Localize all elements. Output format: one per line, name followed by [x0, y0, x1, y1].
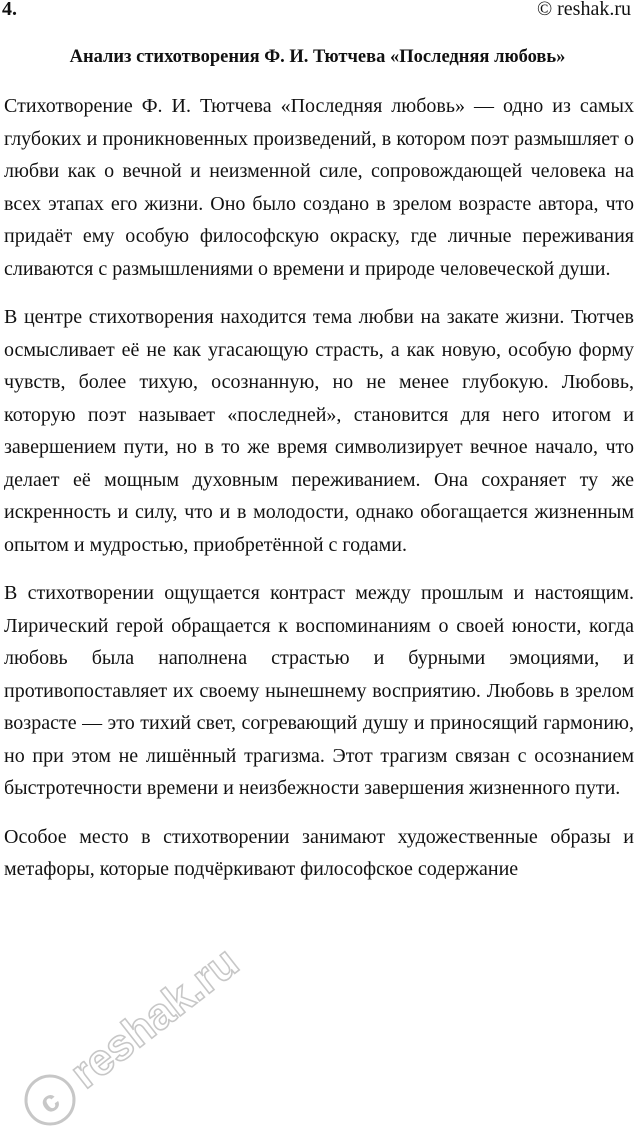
- paragraph-4: Особое место в стихотворении занимают художественные образы и метафоры, которые подчёркивают философское содержание: [4, 825, 634, 880]
- copyright-notice: © reshak.ru: [536, 0, 631, 20]
- document-title: Анализ стихотворения Ф. И. Тютчева «Последняя любовь»: [69, 47, 566, 67]
- task-number: 4.: [2, 0, 17, 20]
- page-header: [0, 0, 635, 22]
- paragraph-2: В центре стихотворения находится тема любви на закате жизни. Тютчев осмысливает её не как угасающую страсть, а как новую, особую форму чувств, более тихую, осознанную, но не менее глубокую. Любовь, которую поэт называет «последней», становится для него итогом и завершением пути, но в то же время символизирует вечное начало, что делает её мощным духовным переживанием. Она сохраняет ту же искренность и силу, что и в молодости, однако обогащается жизненным опытом и мудростью, приобретённой с годами.: [4, 306, 634, 556]
- document-body: [4, 90, 634, 902]
- watermark-text: reshak.ru: [61, 937, 248, 1098]
- paragraph-3: В стихотворении ощущается контраст между прошлым и настоящим. Лирический герой обращается к воспоминаниям о своей юности, когда любовь была наполнена страстью и бурными эмоциями, и противопоставляет их своему нынешнему восприятию. Любовь в зрелом возрасте — это тихий свет, согревающий душу и приносящий гармонию, но при этом не лишённый трагизма. Этот трагизм связан с осознанием быстротечности времени и неизбежности завершения жизненного пути.: [4, 582, 634, 799]
- watermark-c-glyph: c: [32, 1084, 67, 1121]
- paragraph-1: Стихотворение Ф. И. Тютчева «Последняя любовь» — одно из самых глубоких и проникновенных произведений, в котором поэт размышляет о любви как о вечной и неизменной силе, сопровождающей человека на всех этапах его жизни. Оно было создано в зрелом возрасте автора, что придаёт ему особую философскую окраску, где личные переживания сливаются с размышлениями о времени и природе человеческой души.: [4, 95, 634, 280]
- watermark-copyright-circle: [16, 1066, 83, 1133]
